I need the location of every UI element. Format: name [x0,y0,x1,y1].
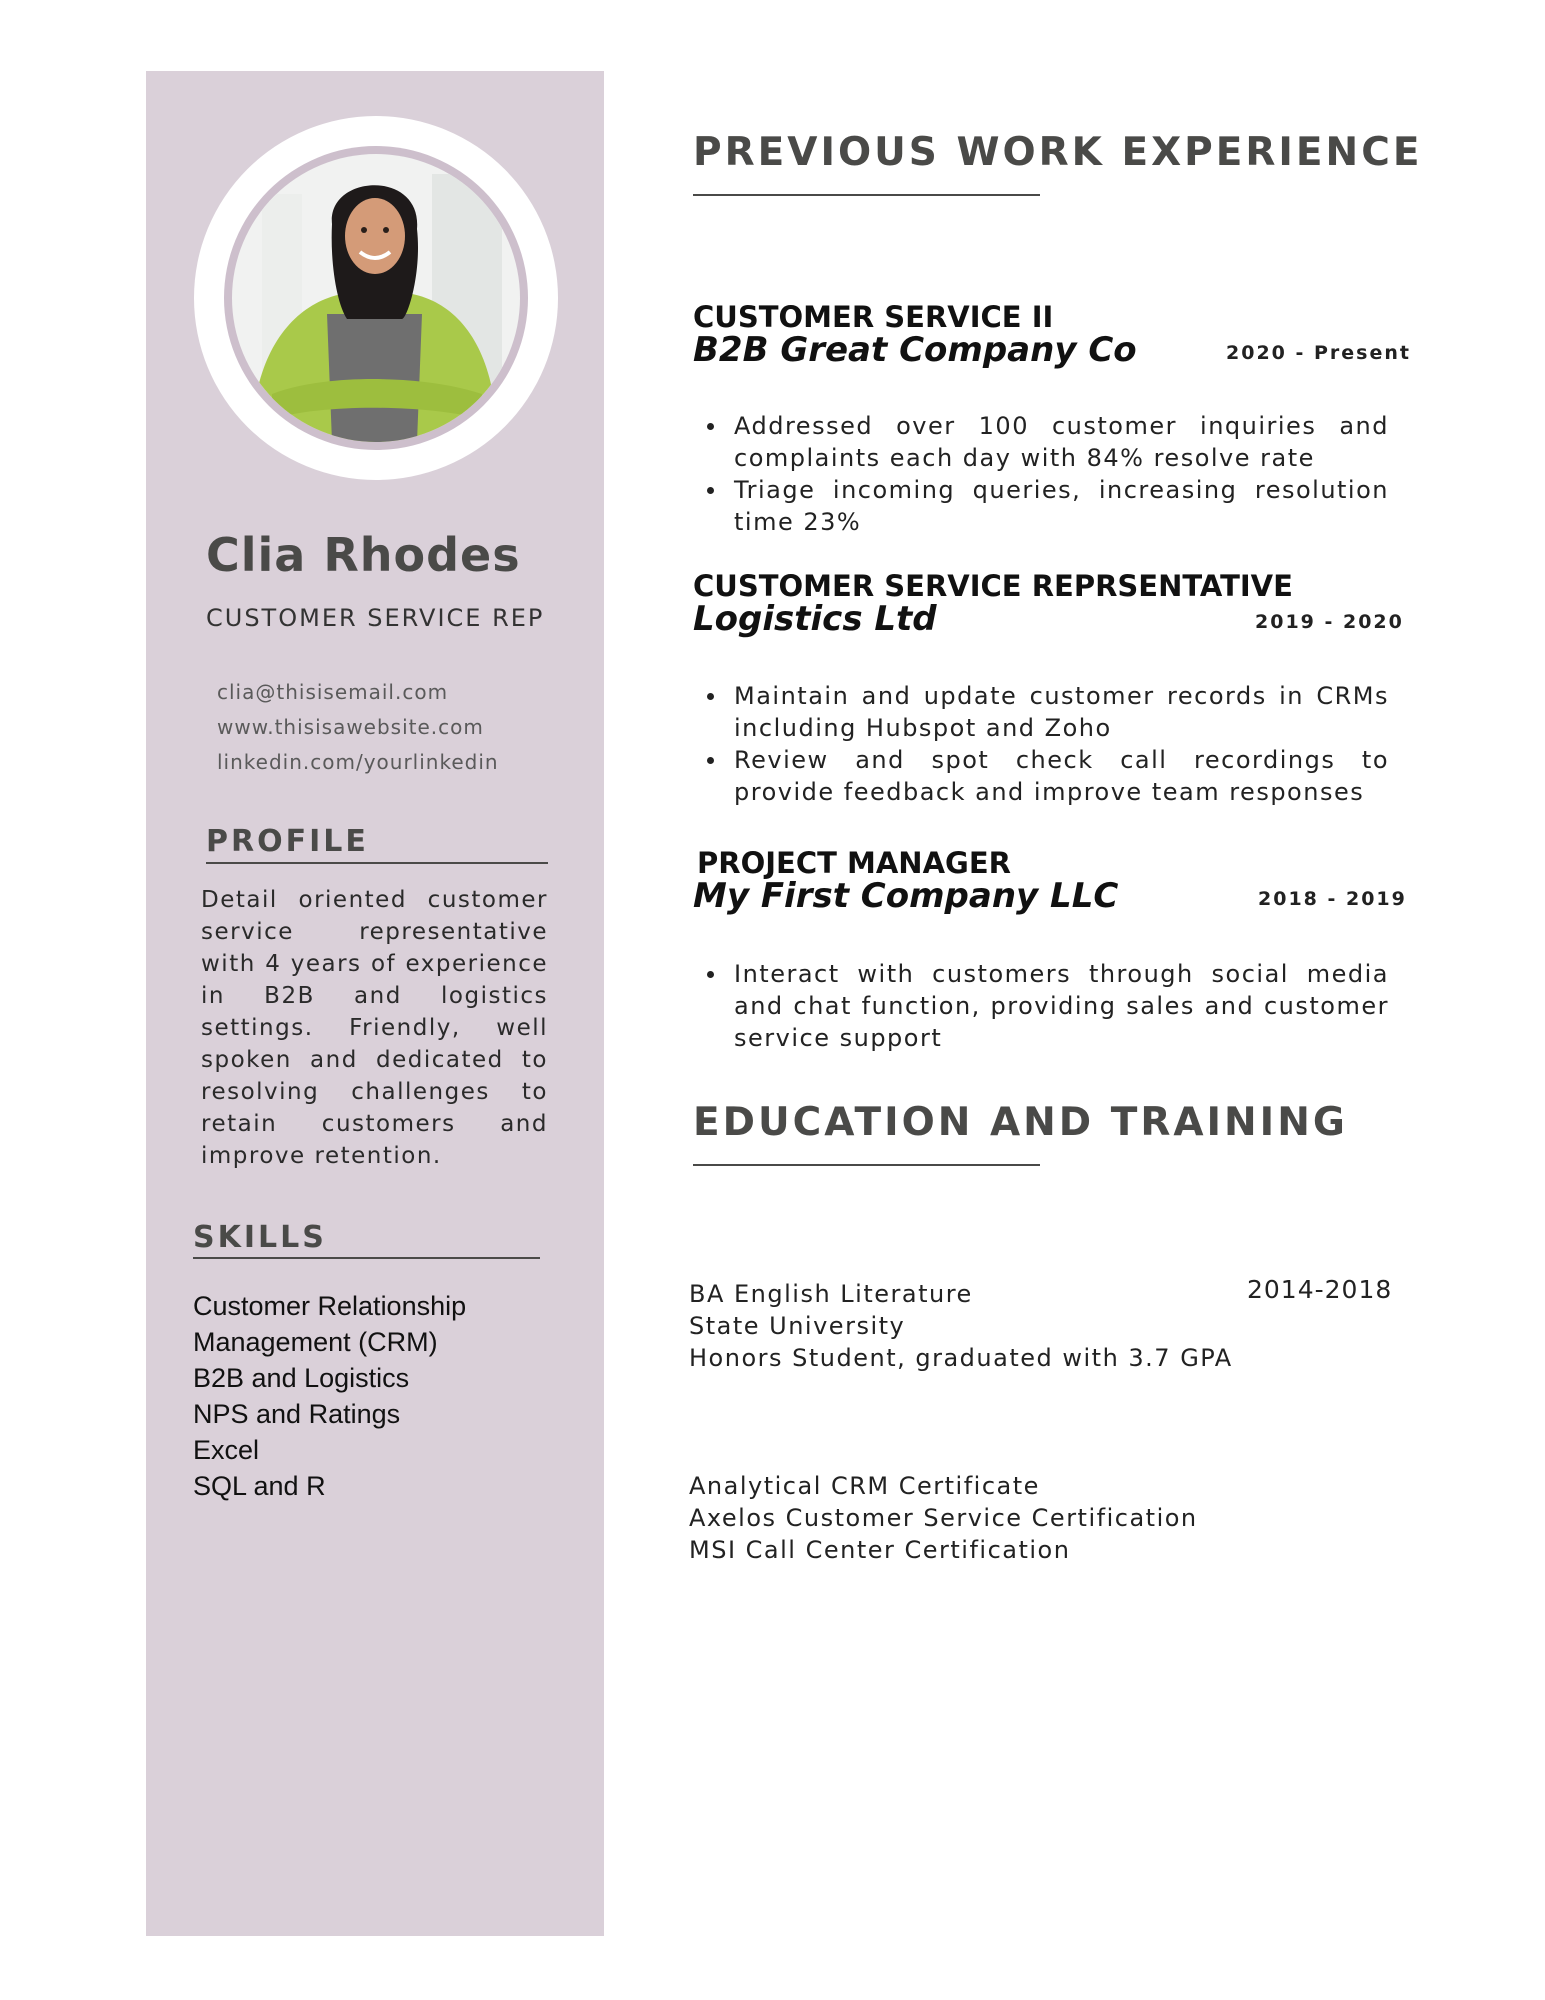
education-degree: BA English Literature [689,1280,973,1308]
certification-item: MSI Call Center Certification [689,1536,1071,1564]
job-title: CUSTOMER SERVICE REPRSENTATIVE [693,569,1293,603]
job-bullets [734,410,1389,538]
skills-list [193,1288,553,1504]
profile-heading: PROFILE [206,824,369,859]
contact-email[interactable]: clia@thisisemail.com [217,680,449,704]
education-school: State University [689,1312,906,1340]
job-title: PROJECT MANAGER [697,846,1011,880]
contact-linkedin[interactable]: linkedin.com/yourlinkedin [217,750,499,774]
job-dates: 2020 - Present [1226,342,1411,364]
job-bullet: Interact with customers through social media and chat function, providing sales and customer service support [734,960,1389,1052]
skills-heading: SKILLS [193,1220,327,1255]
job-dates: 2019 - 2020 [1255,611,1404,633]
job-bullets [734,958,1389,1054]
education-honors: Honors Student, graduated with 3.7 GPA [689,1344,1233,1372]
experience-heading: PREVIOUS WORK EXPERIENCE [693,130,1423,175]
profile-divider [206,862,548,864]
certifications-list [689,1470,1389,1566]
job-bullet: Review and spot check call recordings to provide feedback and improve team responses [734,746,1389,806]
job-title: CUSTOMER SERVICE II [693,300,1054,334]
skill-item: Excel [193,1435,260,1465]
skills-divider [193,1257,540,1259]
job-company: B2B Great Company Co [693,330,1137,370]
candidate-role: CUSTOMER SERVICE REP [206,604,545,632]
experience-divider [693,194,1040,196]
job-bullets [734,680,1389,808]
certification-item: Axelos Customer Service Certification [689,1504,1198,1532]
education-divider [693,1164,1040,1166]
education-heading: EDUCATION AND TRAINING [693,1100,1348,1145]
job-bullet: Triage incoming queries, increasing resolution time 23% [734,476,1389,536]
skill-item: Customer Relationship Management (CRM) [193,1291,467,1357]
job-company: Logistics Ltd [693,599,937,639]
job-bullet: Maintain and update customer records in CRMs including Hubspot and Zoho [734,682,1389,742]
job-company: My First Company LLC [693,876,1119,916]
contact-website[interactable]: www.thisisawebsite.com [217,715,484,739]
skill-item: SQL and R [193,1471,326,1501]
skill-item: B2B and Logistics [193,1363,410,1393]
skill-item: NPS and Ratings [193,1399,401,1429]
candidate-name: Clia Rhodes [206,528,521,582]
education-years: 2014-2018 [1247,1275,1393,1304]
job-dates: 2018 - 2019 [1258,888,1407,910]
job-bullet: Addressed over 100 customer inquiries and complaints each day with 84% resolve rate [734,412,1389,472]
portrait-illustration [232,154,520,442]
certification-item: Analytical CRM Certificate [689,1472,1040,1500]
profile-text: Detail oriented customer service representative with 4 years of experience in B2B and logistics settings. Friendly, well spoken and dedicated to resolving challenges to retain customers and improve retention. [201,887,548,1169]
profile-photo [232,154,520,442]
